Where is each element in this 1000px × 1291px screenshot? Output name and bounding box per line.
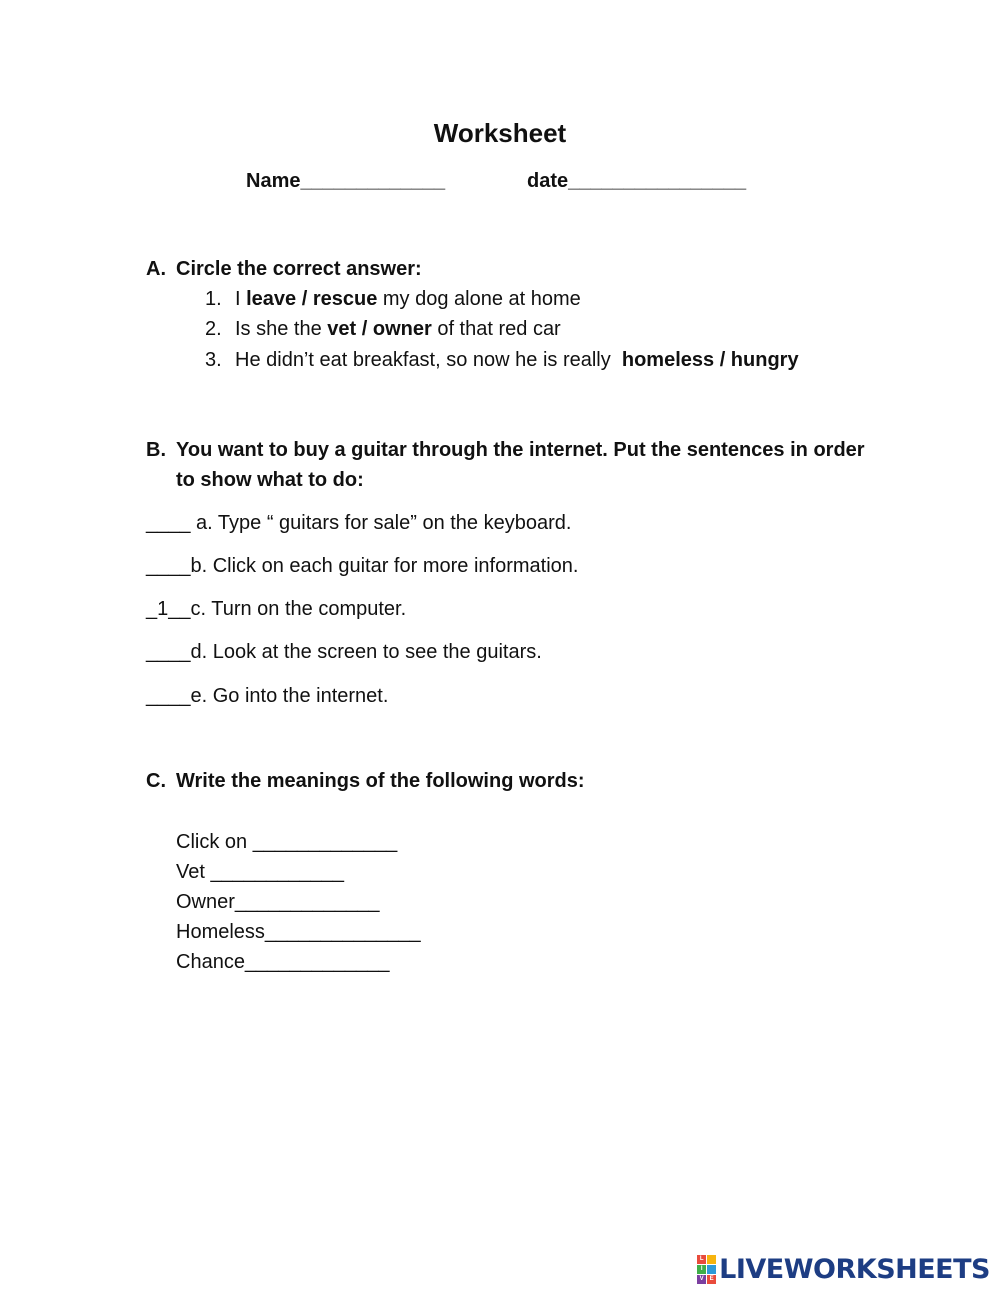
section-a-item-number: 2. bbox=[205, 318, 222, 340]
section-b-heading-line2: to show what to do: bbox=[176, 469, 364, 491]
section-b-heading-line1: You want to buy a guitar through the internet. Put the sentences in order bbox=[176, 439, 865, 461]
item-text-post: my dog alone at home bbox=[377, 288, 581, 310]
section-a-letter: A. bbox=[146, 258, 166, 280]
logo-block bbox=[707, 1265, 716, 1274]
word-meaning-line[interactable]: Homeless______________ bbox=[176, 921, 421, 943]
order-item[interactable]: ____ a. Type “ guitars for sale” on the keyboard. bbox=[146, 512, 572, 534]
section-c-letter: C. bbox=[146, 770, 166, 792]
word-meaning-line[interactable]: Chance_____________ bbox=[176, 951, 390, 973]
answer-choice[interactable]: vet / owner bbox=[327, 318, 432, 340]
word-meaning-line[interactable]: Owner_____________ bbox=[176, 891, 380, 913]
order-item[interactable]: ____b. Click on each guitar for more information. bbox=[146, 555, 579, 577]
section-b-letter: B. bbox=[146, 439, 166, 461]
logo-block: V bbox=[697, 1275, 706, 1284]
section-a-item-1 bbox=[235, 288, 581, 311]
section-c-heading: Write the meanings of the following words: bbox=[176, 770, 585, 792]
logo-block: I bbox=[697, 1265, 706, 1274]
logo-block bbox=[707, 1255, 716, 1264]
section-a-item-number: 3. bbox=[205, 349, 222, 371]
section-a-item-2 bbox=[235, 318, 561, 341]
item-text-post: of that red car bbox=[431, 318, 561, 340]
item-text-pre: He didn’t eat breakfast, so now he is really bbox=[235, 349, 622, 371]
section-a-item-3 bbox=[235, 349, 799, 372]
word-meaning-line[interactable]: Click on _____________ bbox=[176, 831, 398, 853]
date-field[interactable]: date________________ bbox=[527, 170, 747, 192]
word-meaning-line[interactable]: Vet ____________ bbox=[176, 861, 344, 883]
item-text-pre: I bbox=[235, 288, 247, 310]
order-item[interactable]: ____e. Go into the internet. bbox=[146, 685, 389, 707]
name-field[interactable]: Name_____________ bbox=[246, 170, 446, 192]
logo-block: L bbox=[697, 1255, 706, 1264]
order-item[interactable]: _1__c. Turn on the computer. bbox=[146, 598, 407, 620]
logo-block: E bbox=[707, 1275, 716, 1284]
logo-text: LIVEWORKSHEETS bbox=[719, 1253, 990, 1285]
logo-blocks-icon bbox=[697, 1255, 716, 1284]
answer-choice[interactable]: leave / rescue bbox=[246, 288, 378, 310]
section-a-item-number: 1. bbox=[205, 288, 222, 310]
answer-choice[interactable]: homeless / hungry bbox=[621, 349, 799, 371]
liveworksheets-logo bbox=[697, 1252, 990, 1286]
worksheet-title: Worksheet bbox=[433, 118, 567, 148]
order-item[interactable]: ____d. Look at the screen to see the guitars. bbox=[146, 641, 542, 663]
section-a-heading: Circle the correct answer: bbox=[176, 258, 422, 280]
item-text-pre: Is she the bbox=[235, 318, 328, 340]
